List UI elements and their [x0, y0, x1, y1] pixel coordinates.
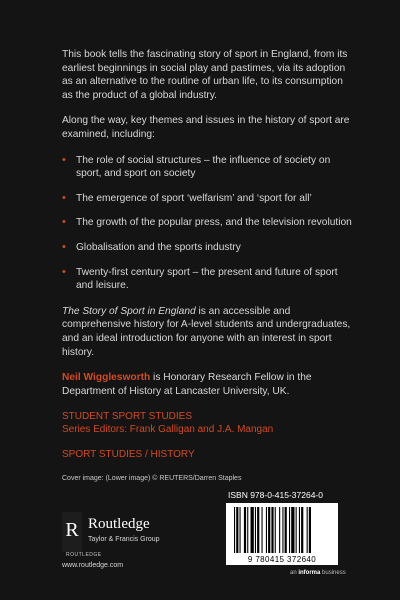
bullet-icon: • — [62, 216, 66, 229]
themes-list — [62, 154, 352, 293]
svg-text:R: R — [65, 519, 79, 541]
subject-category: SPORT STUDIES / HISTORY — [62, 449, 195, 461]
barcode — [226, 503, 338, 565]
informa-brand: informa — [298, 570, 321, 576]
book-title: The Story of Sport in England — [62, 305, 196, 317]
publisher-logo — [62, 512, 212, 560]
bullet-icon: • — [62, 191, 66, 204]
publisher-name: Routledge — [88, 516, 150, 532]
barcode-digits: 9 780415 372640 — [247, 555, 317, 564]
series-name: STUDENT SPORT STUDIES — [62, 411, 193, 423]
list-item: • The role of social structures – the influence of society on sport, and sport on society — [62, 153, 331, 180]
bullet-icon: • — [62, 265, 66, 278]
list-item: • Twenty-first century sport – the present and future of sport and leisure. — [62, 265, 338, 292]
themes-intro: Along the way, key themes and issues in the history of sport are examined, including: — [62, 115, 350, 140]
list-item: • The growth of the popular press, and the television revolution — [62, 216, 352, 229]
series-info — [62, 410, 352, 436]
author-name: Neil Wigglesworth — [62, 372, 151, 384]
cover-credit: Cover image: (Lower image) © REUTERS/Darren Staples — [62, 474, 242, 482]
publisher-url: www.routledge.com — [62, 562, 124, 569]
informa-credit: an informa business — [290, 570, 346, 576]
summary-paragraph: The Story of Sport in England is an accessible and comprehensive history for A-level students and undergraduates, and an ideal introduction for anyone with an interest in sport history. — [62, 305, 351, 358]
isbn-label: ISBN 978-0-415-37264-0 — [228, 490, 323, 500]
author-paragraph: Neil Wigglesworth is Honorary Research Fellow in the Department of History at Lancaster University, UK. — [62, 372, 312, 397]
back-cover-text — [62, 48, 352, 485]
list-item: • Globalisation and the sports industry — [62, 240, 241, 253]
routledge-logo-icon — [62, 512, 82, 552]
barcode-bars — [226, 503, 338, 555]
publisher-group: Taylor & Francis Group — [88, 536, 160, 543]
intro-paragraph: This book tells the fascinating story of sport in England, from its earliest beginnings in social play and pastimes, via its adoption as an alternative to the routine of urban life, to its consumption as the product of a global industry. — [62, 49, 348, 101]
series-editors: Series Editors: Frank Galligan and J.A. Mangan — [62, 424, 274, 436]
list-item: • The emergence of sport ‘welfarism’ and ‘sport for all’ — [62, 191, 312, 204]
bullet-icon: • — [62, 240, 66, 253]
bullet-icon: • — [62, 153, 66, 166]
publisher-vertical-label: ROUTLEDGE — [66, 552, 102, 558]
